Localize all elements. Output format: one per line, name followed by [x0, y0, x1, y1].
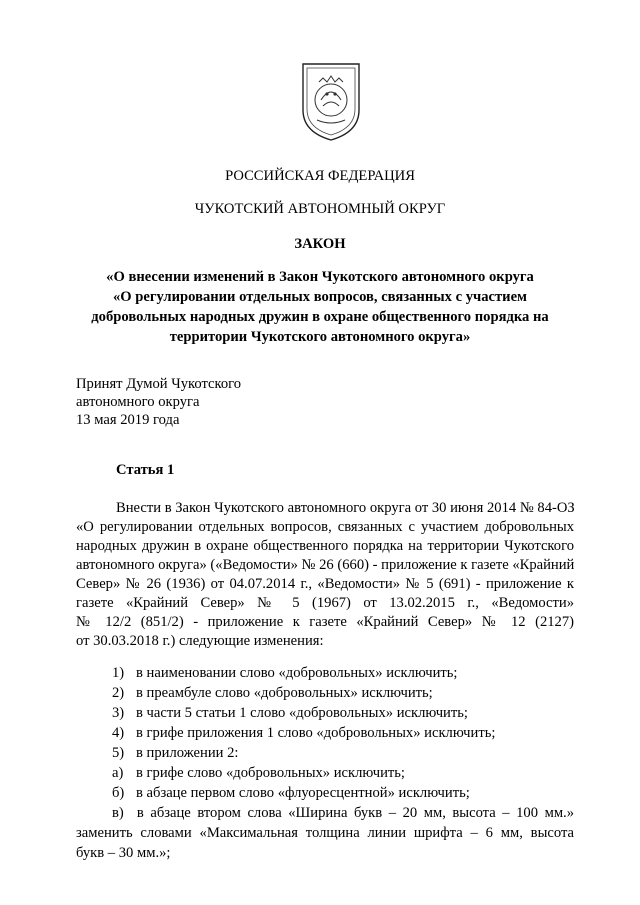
adoption-line: Принят Думой Чукотского [76, 376, 242, 392]
country-heading: РОССИЙСКАЯ ФЕДЕРАЦИЯ [225, 168, 415, 184]
list-item-number: в) [112, 805, 124, 821]
adoption-line: автономного округа [76, 394, 200, 410]
list-item-number: 5) [112, 745, 125, 761]
list-item [112, 763, 405, 783]
list-item-text: в грифе слово «добровольных» исключить; [136, 765, 405, 781]
article-heading: Статья 1 [116, 462, 175, 478]
list-item-text: в преамбуле слово «добровольных» исключить; [136, 685, 433, 701]
article-intro-line: автономного округа» («Ведомости» № 26 (660) - приложение к газете «Крайний [76, 557, 575, 573]
region-heading: ЧУКОТСКИЙ АВТОНОМНЫЙ ОКРУГ [194, 201, 446, 217]
article-intro-line: народных дружин в охране общественного порядка на территории Чукотского [76, 538, 574, 554]
article-intro-line: № 12/2 (851/2) - приложение к газете «Крайний Север» № 12 (2127) [76, 614, 574, 630]
list-item-text: в абзаце первом слово «флуоресцентной» исключить; [136, 785, 470, 801]
list-item-number: 4) [112, 725, 125, 741]
list-item-v-continuation: заменить словами «Максимальная толщина линии шрифта – 6 мм, высота [76, 825, 574, 841]
list-item [112, 783, 470, 803]
list-item-v-first-line [112, 803, 574, 823]
list-item-text: в наименовании слово «добровольных» исключить; [136, 665, 458, 681]
article-intro-line: Внести в Закон Чукотского автономного округа от 30 июня 2014 № 84-ОЗ [116, 500, 575, 516]
article-intro-line: газете «Крайний Север» № 5 (1967) от 13.02.2015 г., «Ведомости» [76, 595, 574, 611]
list-item-text: в абзаце втором слова «Ширина букв – 20 мм, высота – 100 мм.» [136, 805, 574, 821]
list-item [112, 703, 468, 723]
list-item-number: 2) [112, 685, 125, 701]
law-title-line: территории Чукотского автономного округа» [169, 329, 471, 345]
coat-of-arms-emblem [299, 60, 363, 144]
law-title-line: «О внесении изменений в Закон Чукотского автономного округа [106, 269, 534, 285]
list-item-text: в части 5 статьи 1 слово «добровольных» исключить; [136, 705, 468, 721]
list-item-v-continuation: букв – 30 мм.»; [76, 845, 171, 861]
doc-type-heading: ЗАКОН [294, 236, 346, 252]
list-item [112, 723, 495, 743]
list-item [112, 663, 457, 683]
list-item [112, 743, 238, 763]
adoption-date: 13 мая 2019 года [76, 412, 180, 428]
list-item-number: б) [112, 785, 125, 801]
law-title-line: «О регулировании отдельных вопросов, связанных с участием [112, 289, 528, 305]
list-item [112, 683, 433, 703]
list-item-number: 3) [112, 705, 125, 721]
law-title-line: добровольных народных дружин в охране общественного порядка на [91, 309, 549, 325]
article-intro-line: Север» № 26 (1936) от 04.07.2014 г., «Ведомости» № 5 (691) - приложение к [76, 576, 574, 592]
article-intro-line: «О регулировании отдельных вопросов, связанных с участием добровольных [76, 519, 574, 535]
list-item-number: 1) [112, 665, 125, 681]
list-item-number: а) [112, 765, 124, 781]
article-intro-line: от 30.03.2018 г.) следующие изменения: [76, 633, 324, 649]
list-item-text: в приложении 2: [136, 745, 239, 761]
list-item-text: в грифе приложения 1 слово «добровольных» исключить; [136, 725, 496, 741]
